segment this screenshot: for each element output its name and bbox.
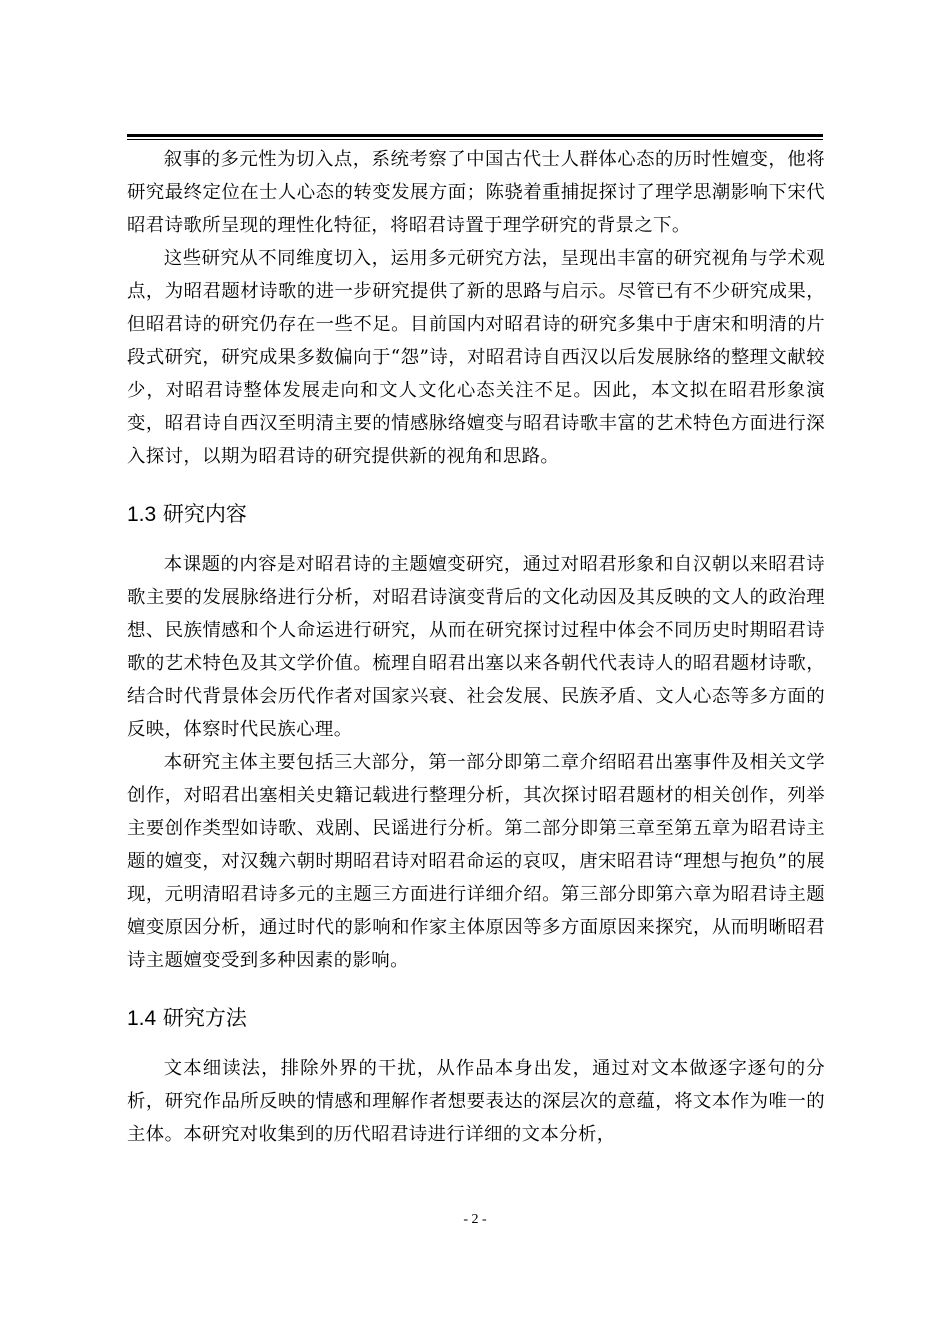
section-number: 1.4 <box>127 1007 157 1030</box>
section-heading-1-4 <box>127 1003 825 1034</box>
body-paragraph: 本课题的内容是对昭君诗的主题嬗变研究，通过对昭君形象和自汉朝以来昭君诗歌主要的发展脉络进行分析，对昭君诗演变背后的文化动因及其反映的文人的政治理想、民族情感和个人命运进行研究，从而在研究探讨过程中体会不同历史时期昭君诗歌的艺术特色及其文学价值。梳理自昭君出塞以来各朝代代表诗人的昭君题材诗歌，结合时代背景体会历代作者对国家兴衰、社会发展、民族矛盾、文人心态等多方面的反映，体察时代民族心理。 <box>127 554 825 740</box>
page-number: - 2 - <box>463 1212 487 1227</box>
section-title: 研究方法 <box>162 1006 247 1030</box>
section-title: 研究内容 <box>162 502 247 526</box>
header-rule-thin <box>127 139 823 140</box>
page-body <box>127 143 825 1151</box>
body-paragraph: 叙事的多元性为切入点，系统考察了中国古代士人群体心态的历时性嬗变，他将研究最终定位在士人心态的转变发展方面；陈骁着重捕捉探讨了理学思潮影响下宋代昭君诗歌所呈现的理性化特征，将昭君诗置于理学研究的背景之下。 <box>127 149 825 236</box>
section-heading-1-3 <box>127 499 825 530</box>
body-paragraph: 这些研究从不同维度切入，运用多元研究方法，呈现出丰富的研究视角与学术观点，为昭君题材诗歌的进一步研究提供了新的思路与启示。尽管已有不少研究成果，但昭君诗的研究仍存在一些不足。目前国内对昭君诗的研究多集中于唐宋和明清的片段式研究，研究成果多数偏向于“怨”诗，对昭君诗自西汉以后发展脉络的整理文献较少，对昭君诗整体发展走向和文人文化心态关注不足。因此，本文拟在昭君形象演变，昭君诗自西汉至明清主要的情感脉络嬗变与昭君诗歌丰富的艺术特色方面进行深入探讨，以期为昭君诗的研究提供新的视角和思路。 <box>127 248 825 467</box>
body-paragraph: 文本细读法，排除外界的干扰，从作品本身出发，通过对文本做逐字逐句的分析，研究作品所反映的情感和理解作者想要表达的深层次的意蕴，将文本作为唯一的主体。本研究对收集到的历代昭君诗进行详细的文本分析， <box>127 1058 825 1145</box>
section-number: 1.3 <box>127 503 157 526</box>
body-paragraph: 本研究主体主要包括三大部分，第一部分即第二章介绍昭君出塞事件及相关文学创作，对昭君出塞相关史籍记载进行整理分析，其次探讨昭君题材的相关创作，列举主要创作类型如诗歌、戏剧、民谣进行分析。第二部分即第三章至第五章为昭君诗主题的嬗变，对汉魏六朝时期昭君诗对昭君命运的哀叹，唐宋昭君诗“理想与抱负”的展现，元明清昭君诗多元的主题三方面进行详细介绍。第三部分即第六章为昭君诗主题嬗变原因分析，通过时代的影响和作家主体原因等多方面原因来探究，从而明晰昭君诗主题嬗变受到多种因素的影响。 <box>127 752 825 971</box>
header-rule <box>127 134 823 137</box>
